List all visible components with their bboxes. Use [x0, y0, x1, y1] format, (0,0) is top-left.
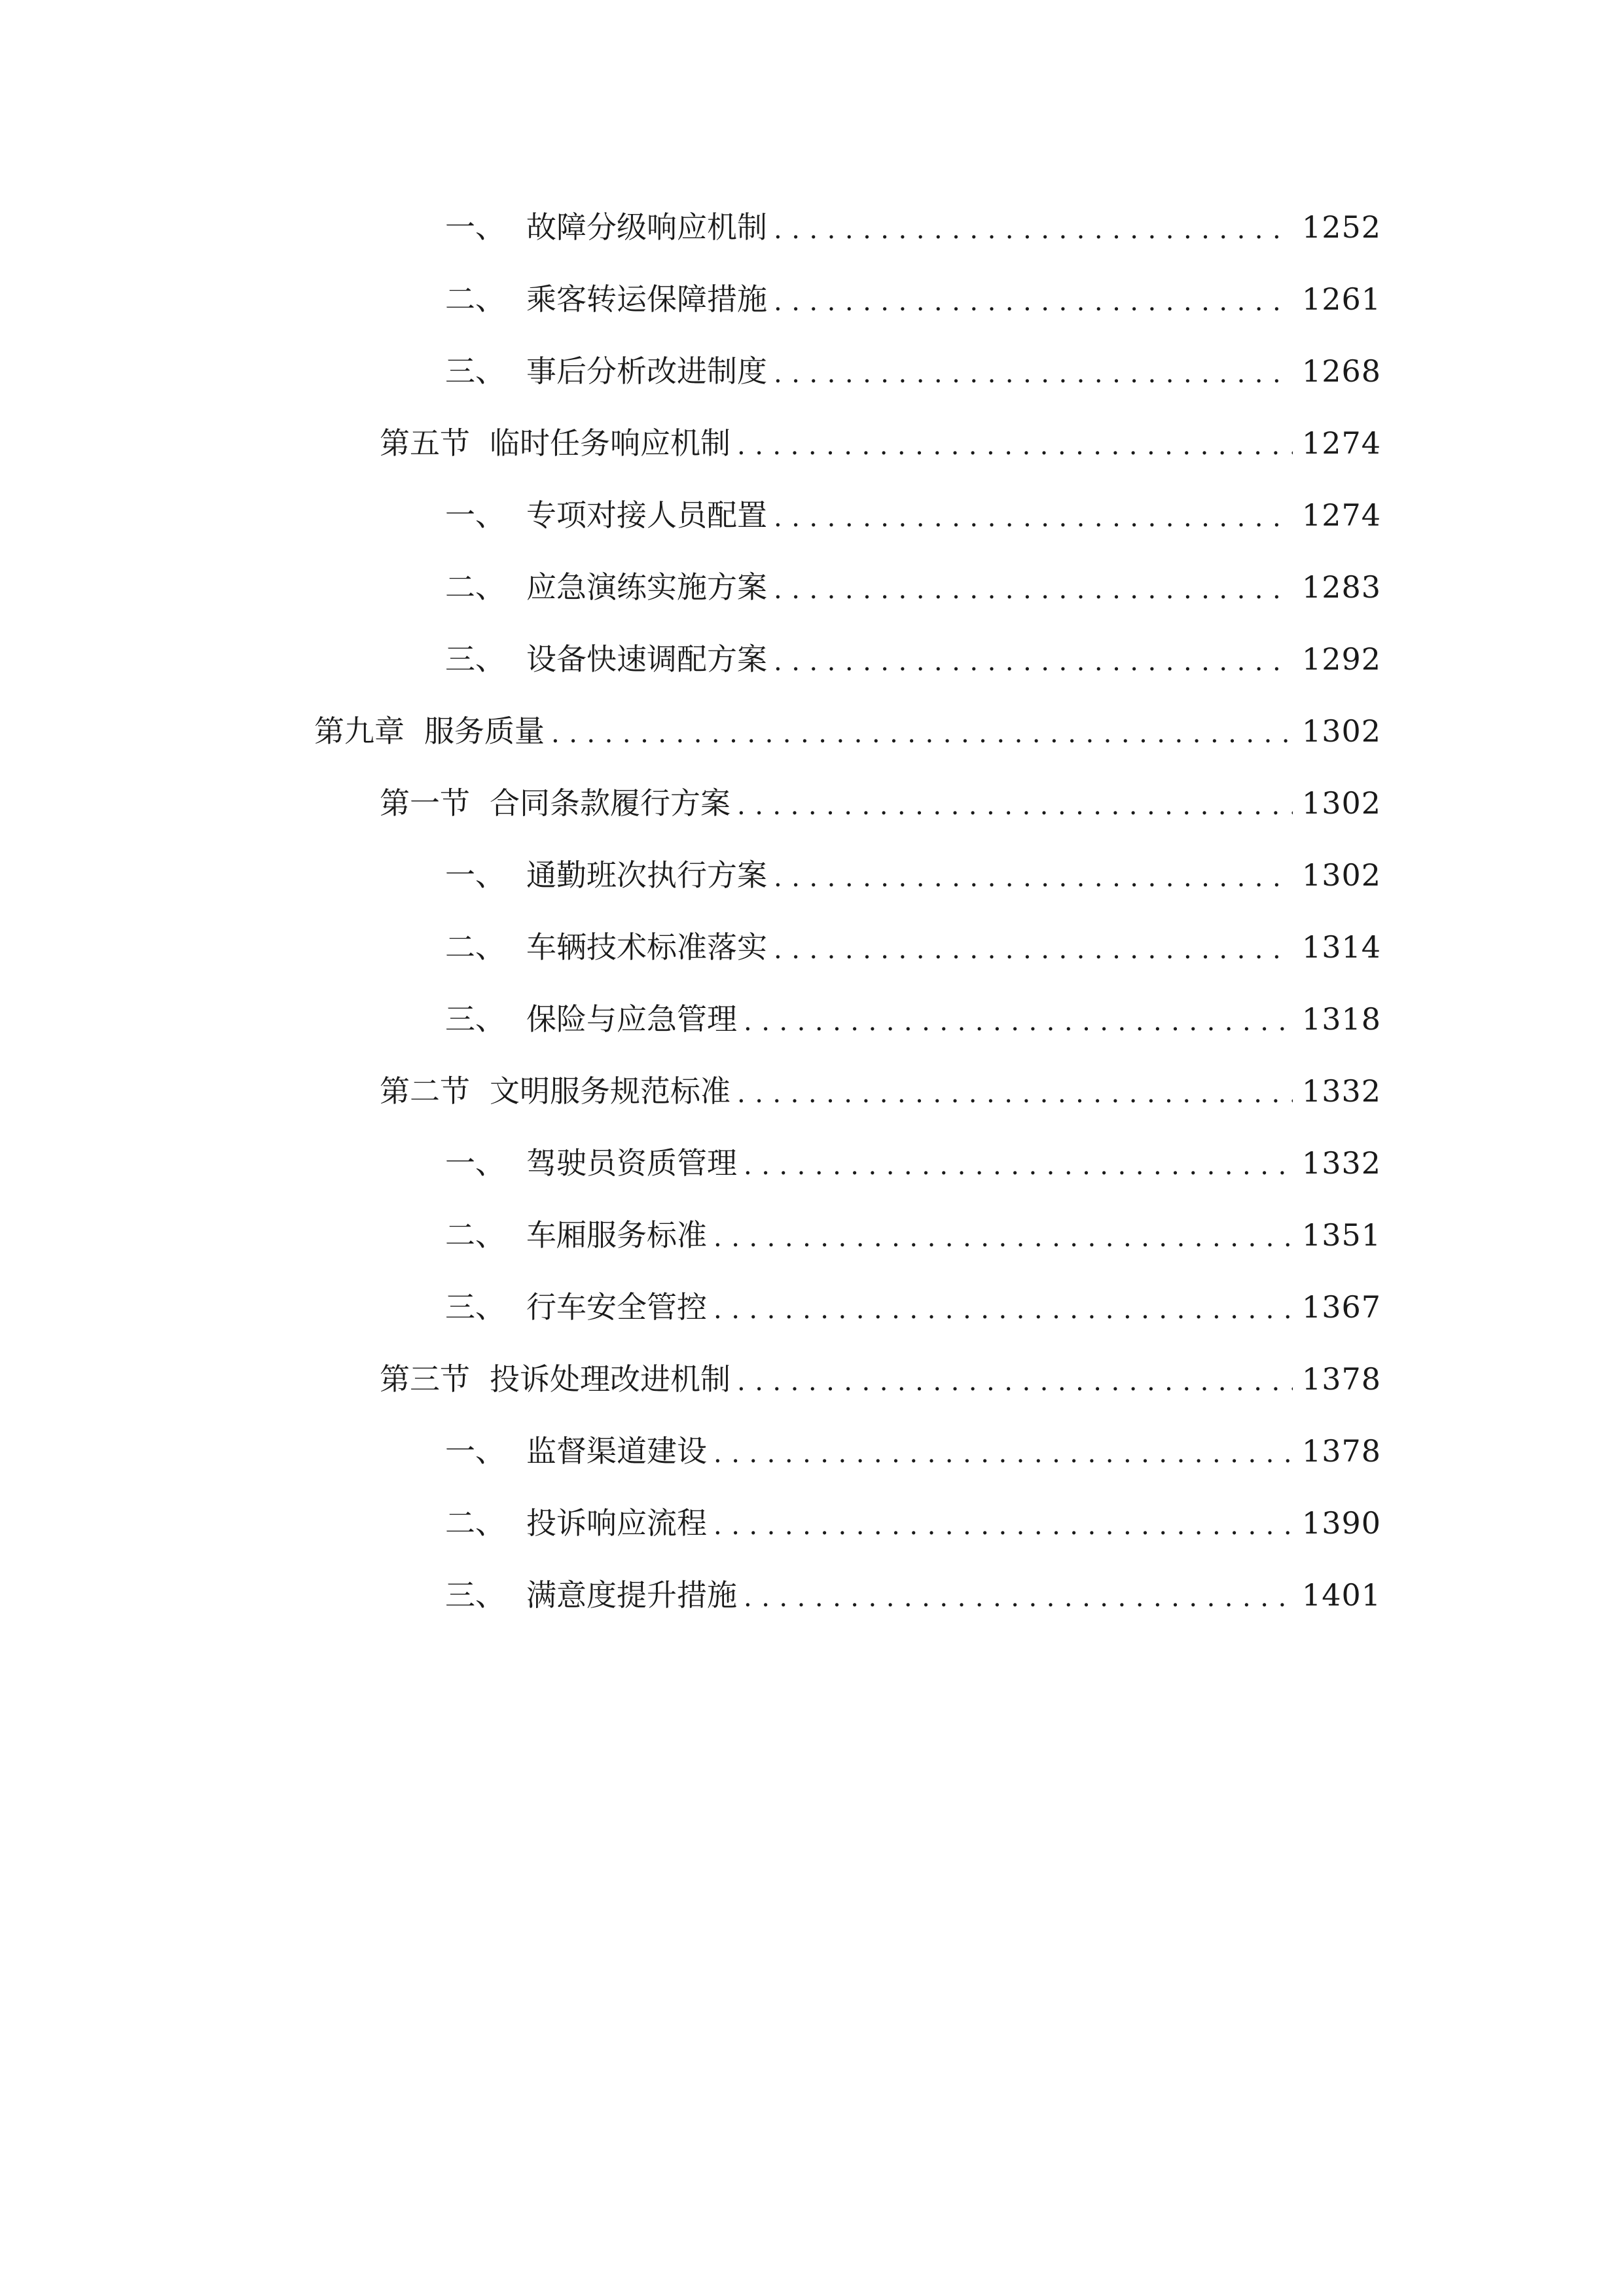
toc-entry-number: 第一节: [380, 785, 470, 821]
toc-entry-title: 投诉响应流程: [526, 1505, 707, 1541]
toc-entry-page-number: 1378: [1301, 1433, 1381, 1469]
toc-entry-title: 服务质量: [424, 713, 545, 749]
toc-entry-title: 保险与应急管理: [526, 1001, 737, 1037]
dot-leader: [551, 698, 1293, 770]
toc-entry-page-number: 1318: [1301, 1001, 1381, 1037]
toc-entry-number: 三、: [445, 1577, 505, 1613]
toc-entry-title: 驾驶员资质管理: [526, 1145, 737, 1181]
dot-leader: [774, 194, 1293, 266]
toc-entry-page-number: 1332: [1301, 1145, 1381, 1181]
toc-entry-section[interactable]: [380, 1343, 1381, 1415]
toc-entry-page-number: 1302: [1301, 857, 1381, 893]
toc-entry-title: 行车安全管控: [526, 1289, 707, 1325]
toc-entry-number: 一、: [445, 1433, 505, 1469]
toc-entry-number: 二、: [445, 569, 505, 605]
toc-row: [0, 1127, 1624, 1199]
toc-entry-page-number: 1274: [1301, 425, 1381, 461]
toc-entry-item[interactable]: [445, 479, 1381, 551]
dot-leader: [713, 1202, 1293, 1274]
toc-entry-item[interactable]: [445, 1271, 1381, 1343]
dot-leader: [774, 626, 1293, 698]
toc-row: [0, 767, 1624, 839]
toc-entry-number: 三、: [445, 353, 505, 389]
toc-row: [0, 839, 1624, 911]
toc-entry-item[interactable]: [445, 551, 1381, 623]
toc-row: [0, 407, 1624, 479]
toc-entry-page-number: 1252: [1301, 209, 1381, 245]
toc-entry-item[interactable]: [445, 335, 1381, 407]
toc-entry-item[interactable]: [445, 1487, 1381, 1559]
toc-row: [0, 1487, 1624, 1559]
toc-row: [0, 623, 1624, 695]
dot-leader: [713, 1490, 1293, 1562]
toc-row: [0, 479, 1624, 551]
toc-entry-title: 临时任务响应机制: [490, 425, 731, 461]
toc-entry-title: 监督渠道建设: [526, 1433, 707, 1469]
toc-entry-number: 二、: [445, 281, 505, 317]
toc-entry-item[interactable]: [445, 983, 1381, 1055]
toc-entry-section[interactable]: [380, 407, 1381, 479]
toc-row: [0, 551, 1624, 623]
toc-entry-chapter[interactable]: [314, 695, 1381, 767]
toc-row: [0, 263, 1624, 335]
toc-entry-title: 车辆技术标准落实: [526, 929, 767, 965]
toc-entry-title: 投诉处理改进机制: [490, 1361, 731, 1397]
dot-leader: [737, 410, 1293, 482]
toc-row: [0, 1271, 1624, 1343]
toc-entry-number: 第三节: [380, 1361, 470, 1397]
toc-row: [0, 911, 1624, 983]
toc-row: [0, 1055, 1624, 1127]
toc-entry-number: 三、: [445, 1001, 505, 1037]
toc-entry-page-number: 1268: [1301, 353, 1381, 389]
toc-entry-page-number: 1401: [1301, 1577, 1381, 1613]
dot-leader: [774, 266, 1293, 338]
toc-entry-title: 通勤班次执行方案: [526, 857, 767, 893]
toc-entry-title: 乘客转运保障措施: [526, 281, 767, 317]
toc-entry-title: 合同条款履行方案: [490, 785, 731, 821]
toc-entry-item[interactable]: [445, 1559, 1381, 1631]
toc-entry-page-number: 1283: [1301, 569, 1381, 605]
toc-entry-title: 专项对接人员配置: [526, 497, 767, 533]
toc-row: [0, 1559, 1624, 1631]
toc-entry-item[interactable]: [445, 263, 1381, 335]
toc-row: [0, 695, 1624, 767]
toc-entry-item[interactable]: [445, 1127, 1381, 1199]
dot-leader: [737, 1058, 1293, 1130]
dot-leader: [744, 1562, 1293, 1634]
toc-entry-page-number: 1302: [1301, 785, 1381, 821]
toc-row: [0, 191, 1624, 263]
toc-entry-title: 文明服务规范标准: [490, 1073, 731, 1109]
toc-entry-item[interactable]: [445, 191, 1381, 263]
dot-leader: [713, 1418, 1293, 1490]
toc-entry-section[interactable]: [380, 767, 1381, 839]
toc-entry-page-number: 1261: [1301, 281, 1381, 317]
toc-entry-page-number: 1314: [1301, 929, 1381, 965]
toc-entry-item[interactable]: [445, 1415, 1381, 1487]
toc-row: [0, 1415, 1624, 1487]
toc-entry-page-number: 1367: [1301, 1289, 1381, 1325]
dot-leader: [774, 914, 1293, 986]
dot-leader: [744, 1130, 1293, 1202]
toc-entry-number: 二、: [445, 929, 505, 965]
toc-entry-title: 满意度提升措施: [526, 1577, 737, 1613]
dot-leader: [737, 770, 1293, 842]
toc-entry-title: 事后分析改进制度: [526, 353, 767, 389]
toc-entry-title: 故障分级响应机制: [526, 209, 767, 245]
dot-leader: [744, 986, 1293, 1058]
toc-entry-item[interactable]: [445, 623, 1381, 695]
toc-entry-page-number: 1332: [1301, 1073, 1381, 1109]
toc-entry-number: 第二节: [380, 1073, 470, 1109]
toc-entry-number: 第五节: [380, 425, 470, 461]
toc-entry-item[interactable]: [445, 1199, 1381, 1271]
toc-entry-number: 二、: [445, 1505, 505, 1541]
toc-entry-number: 一、: [445, 497, 505, 533]
toc-entry-page-number: 1351: [1301, 1217, 1381, 1253]
dot-leader: [774, 842, 1293, 914]
toc-entry-page-number: 1378: [1301, 1361, 1381, 1397]
toc-row: [0, 335, 1624, 407]
dot-leader: [774, 554, 1293, 626]
dot-leader: [774, 482, 1293, 554]
toc-entry-number: 三、: [445, 1289, 505, 1325]
toc-entry-number: 一、: [445, 1145, 505, 1181]
toc-entry-number: 第九章: [314, 713, 405, 749]
toc-entry-section[interactable]: [380, 1055, 1381, 1127]
toc-entry-title: 应急演练实施方案: [526, 569, 767, 605]
toc-entry-number: 一、: [445, 209, 505, 245]
toc-entry-number: 二、: [445, 1217, 505, 1253]
dot-leader: [737, 1346, 1293, 1418]
toc-entry-page-number: 1302: [1301, 713, 1381, 749]
toc-entry-item[interactable]: [445, 911, 1381, 983]
toc-row: [0, 983, 1624, 1055]
toc-row: [0, 1343, 1624, 1415]
dot-leader: [713, 1274, 1293, 1346]
dot-leader: [774, 338, 1293, 410]
toc-entry-title: 设备快速调配方案: [526, 641, 767, 677]
toc-entry-number: 一、: [445, 857, 505, 893]
toc-entry-page-number: 1292: [1301, 641, 1381, 677]
toc-entry-page-number: 1390: [1301, 1505, 1381, 1541]
toc-entry-number: 三、: [445, 641, 505, 677]
toc-entry-title: 车厢服务标准: [526, 1217, 707, 1253]
toc-row: [0, 1199, 1624, 1271]
toc-entry-page-number: 1274: [1301, 497, 1381, 533]
toc-entry-item[interactable]: [445, 839, 1381, 911]
